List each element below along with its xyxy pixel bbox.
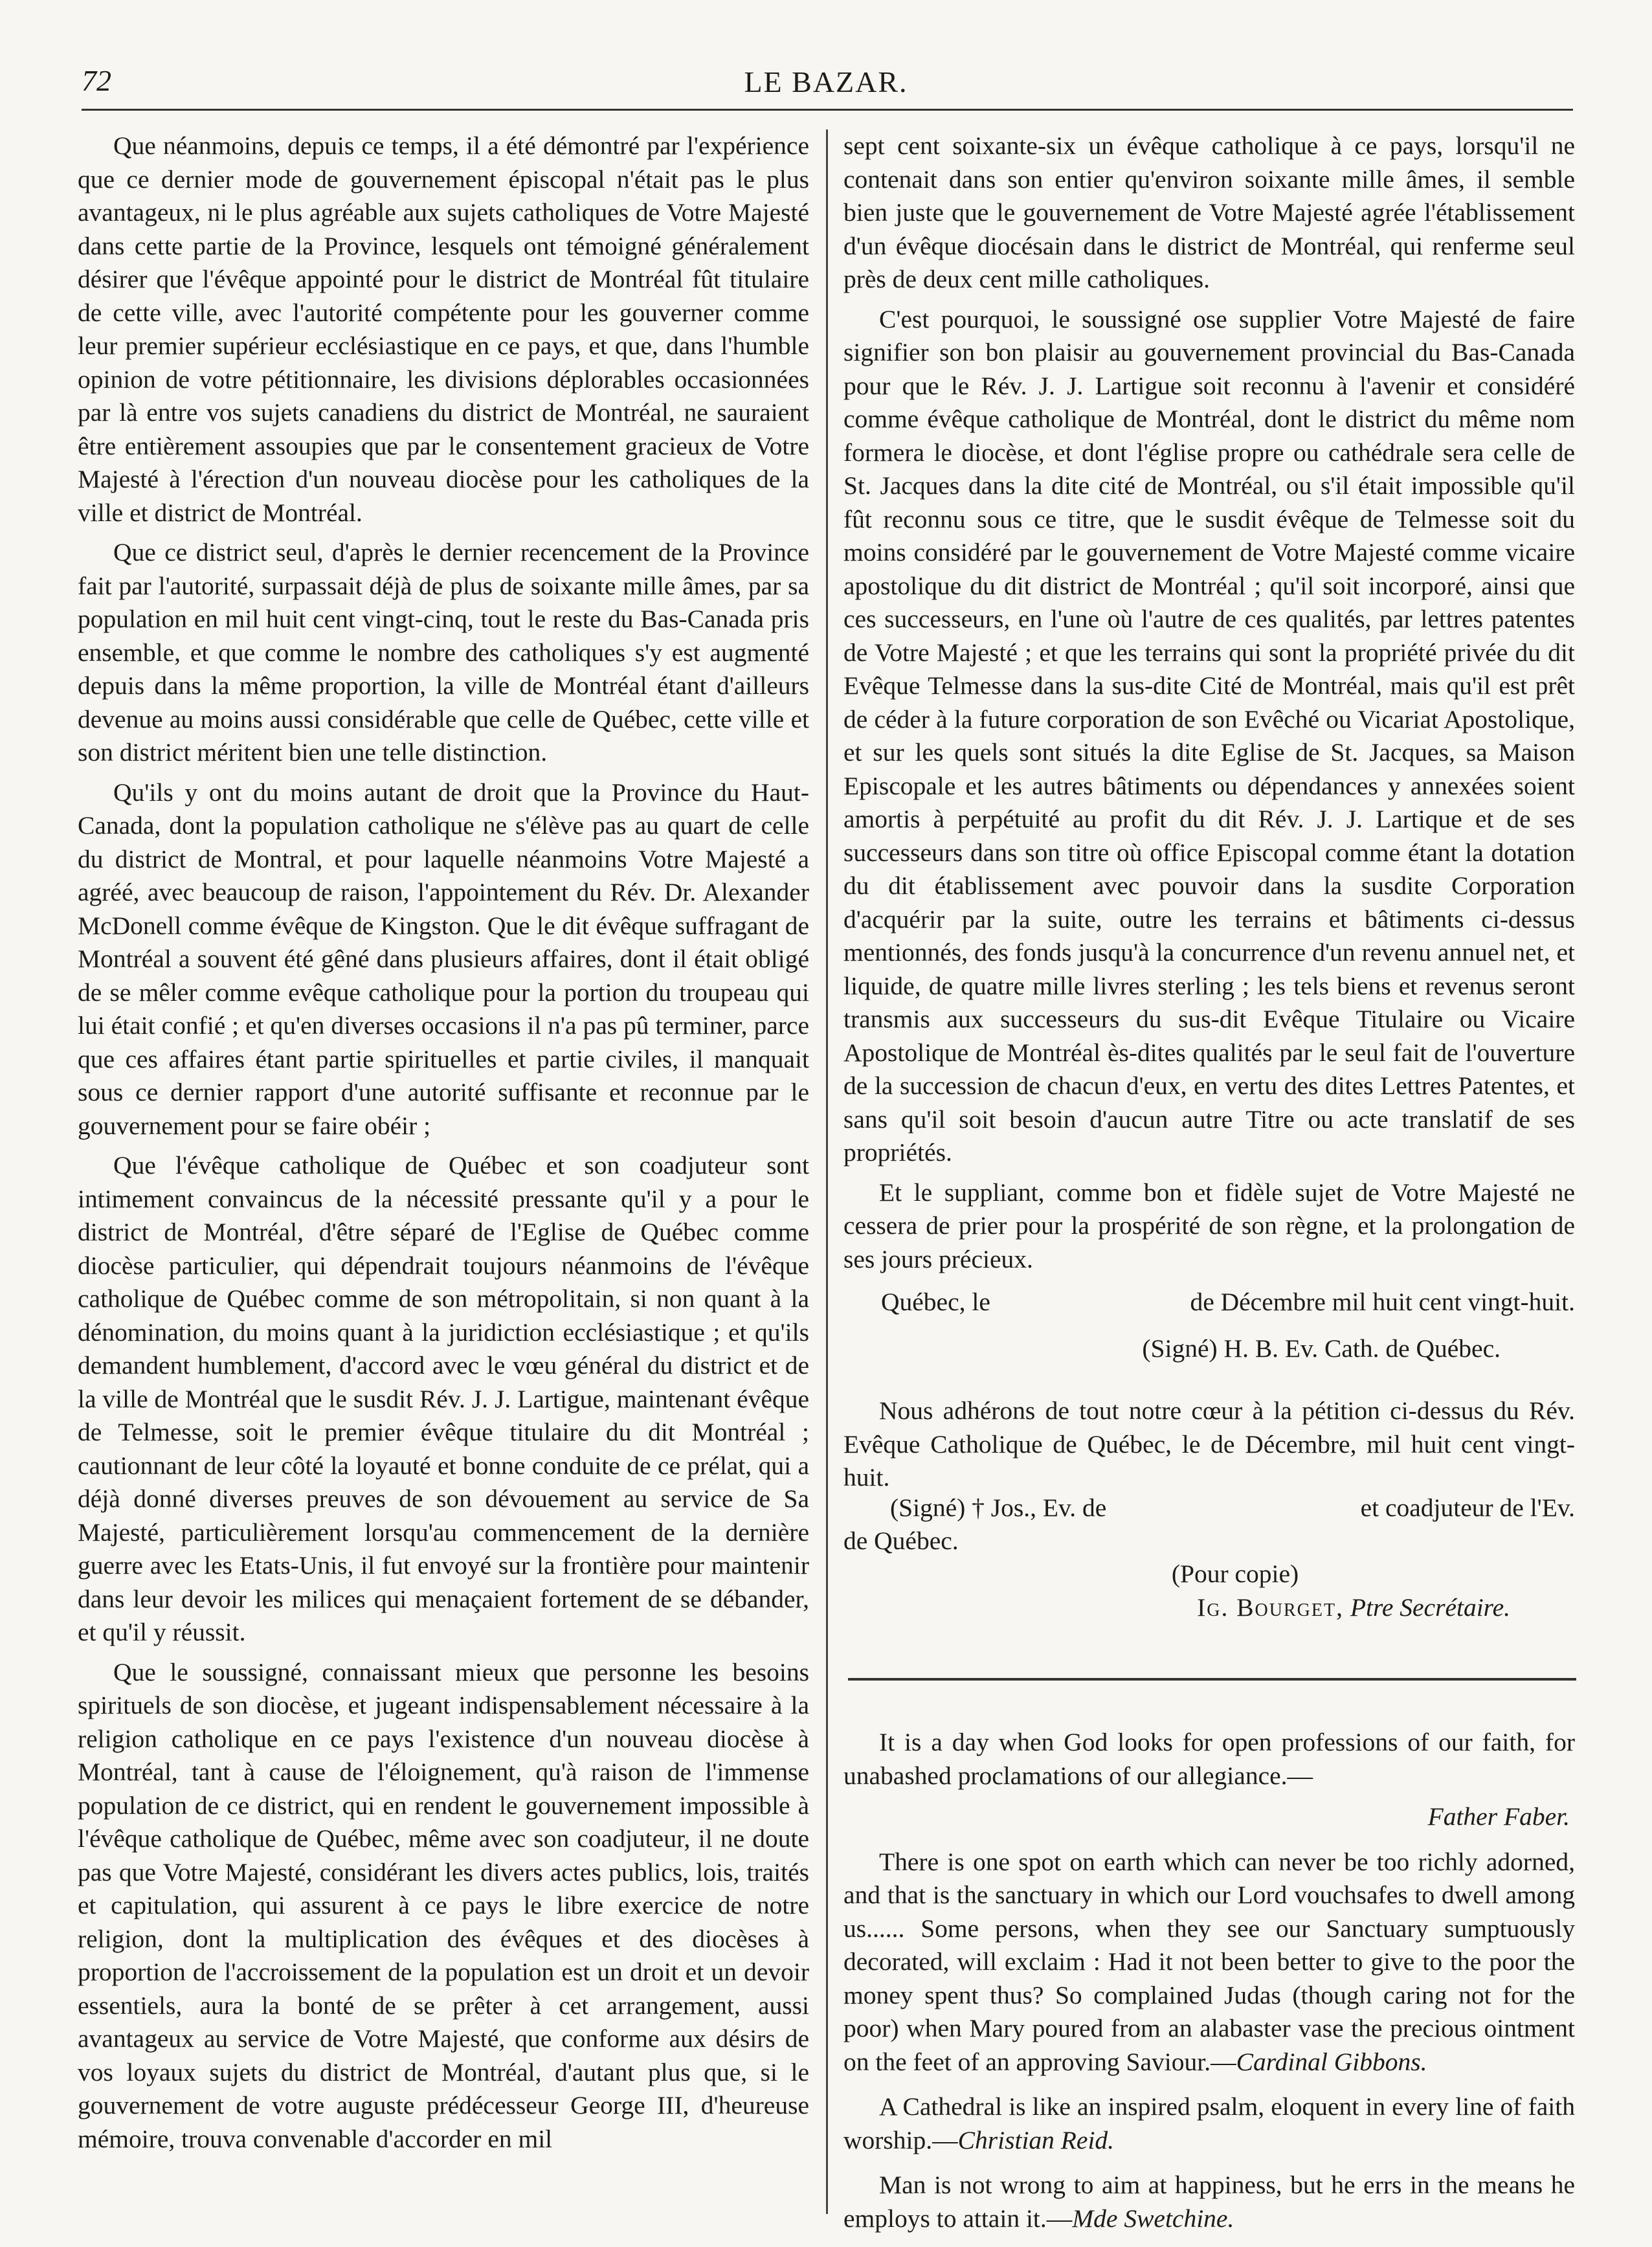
paragraph: Que néanmoins, depuis ce temps, il a été démontré par l'expérience que ce dernier mode de gouvernement épiscopal n'était pas le plus avantageux, ni le plus agréable aux sujets catholiques de Votre Majesté dans cette partie de la Province, lesquels ont témoigné généralement désirer que l'évêque appointé pour le district de Montréal fût titulaire de cette ville, avec l'autorité compétente pour les gouverner comme leur premier supérieur ecclésiastique en ce pays, et que, dans l'humble opinion de votre pétitionnaire, les divisions déplorables occasionnées par là entre vos sujets canadiens du district de Montréal, ne sauraient être entièrement assoupies que par le consentement gracieux de Votre Majesté à l'érection d'un nouveau diocèse pour les catholiques de la ville et district de Montréal. <box>78 131 809 527</box>
page-number: 72 <box>82 64 111 97</box>
secretary-signature <box>843 1591 1575 1625</box>
quote <box>843 1726 1575 1793</box>
quote-author: Christian Reid. <box>957 2125 1115 2154</box>
quote-attribution <box>843 1800 1575 1834</box>
secretary-title: Ptre Secrétaire. <box>1350 1593 1510 1622</box>
quote-author: Mde Swetchine. <box>1072 2204 1234 2233</box>
quote-author: Father Faber. <box>1427 1802 1570 1831</box>
paragraph: Que le soussigné, connaissant mieux que personne les besoins spirituels de son diocèse, et jugeant indispensablement nécessaire à la religion catholique en ce pays l'existence d'un nouveau diocèse à Montréal, tant à cause de l'éloignement, qu'à raison de l'immense population de ce district, qui en rendent le gouvernement impossible à l'évêque catholique de Québec, même avec son coadjuteur, il ne doute pas que Votre Majesté, considérant les divers actes publics, lois, traités et capitulation, qui assurent à ce pays le libre exercice de notre religion, dont la multiplication des évêques et des diocèses à proportion de l'accroissement de la population est un droit et un devoir essentiels, aura la bonté de se prêter à cet arrangement, aussi avantageux au service de Votre Majesté, que conforme aux désirs de vos loyaux sujets du district de Montréal, d'autant plus que, si le gouvernement de votre auguste prédécesseur George III, d'heureuse mémoire, trouva convenable d'accorder en mil <box>78 1657 809 2153</box>
signature-coadjutor-title: et coadjuteur de l'Ev. <box>1360 1493 1575 1522</box>
journal-title: LE BAZAR. <box>744 65 908 98</box>
left-column <box>78 129 809 2162</box>
paragraph: Que l'évêque catholique de Québec et son coadjuteur sont intimement convaincus de la nécessité pressante qu'il y a pour le district de Montréal, d'être séparé de l'Eglise de Québec comme diocèse particulier, qui dépendrait toujours néanmoins de l'évêque catholique de Québec comme de son métropolitain, si non quant à la dénomination, du moins quant à la juridiction ecclésiastique ; et qu'ils demandent humblement, d'accord avec le vœu général du district et de la ville de Montréal que le susdit Rév. J. J. Lartigue, maintenant évêque de Telmesse, soit le premier évêque titulaire du dit Montréal ; cautionnant de leur côté la loyauté et bonne conduite de ce prélat, qui a déjà donné diverses preuves de son dévouement au service de Sa Majesté, particulièrement lorsqu'au commencement de la dernière guerre avec les Etats-Unis, il fut envoyé sur la frontière pour maintenir dans leur devoir les milices qui menaçaient fortement de se débander, et qu'il y réussit. <box>78 1151 809 1646</box>
header-rule <box>82 109 1573 111</box>
quote <box>843 1846 1575 2079</box>
quote-text: It is a day when God looks for open professions of our faith, for unabashed proclamations of our allegiance.— <box>843 1728 1575 1790</box>
paragraph: sept cent soixante-six un évêque catholique à ce pays, lorsqu'il ne contenait dans son entier qu'environ soixante mille âmes, il semble bien juste que le gouvernement de Votre Majesté agrée l'établissement d'un évêque diocésain dans le district de Montréal, qui renferme seul près de deux cent mille catholiques. <box>843 131 1575 293</box>
section-divider <box>848 1678 1576 1681</box>
paragraph: C'est pourquoi, le soussigné ose supplier Votre Majesté de faire signifier son bon plaisir au gouvernement provincial du Bas-Canada pour que le Rév. J. J. Lartigue soit reconnu à l'avenir et considéré comme évêque catholique de Montréal, dont le district du même nom formera le diocèse, et dont l'église propre ou cathédrale sera celle de St. Jacques dans la dite cité de Montréal, ou s'il était impossible qu'il fût reconnu sous ce titre, que le susdit évêque de Telmesse soit du moins considéré par le gouvernement de Votre Majesté comme vicaire apostolique du dit district de Montréal ; qu'il soit incorporé, ainsi que ces successeurs, en l'une où l'autre de ces qualités, par lettres patentes de Votre Majesté ; et que les terrains qui sont la propriété privée du dit Evêque Telmesse dans la sus-dite Cité de Montréal, mais qu'il est prêt de céder à la future corporation de son Evêché ou Vicariat Apostolique, et sur les quels sont situés la dite Eglise de St. Jacques, sa Maison Episcopale et les autres bâtiments ou dépendances y annexées soient amortis à perpétuité au profit du dit Rév. J. J. Lartique et de ses successeurs dans son titre où office Episcopal comme étant la dotation du dit établissement avec pouvoir dans la susdite Corporation d'acquérir par la suite, outre les terrains et bâtiments ci-dessus mentionnés, des fonds jusqu'à la concurrence d'un revenu annuel net, et liquide, de quatre mille livres sterling ; les tels biens et revenus seront transmis aux successeurs du sus-dit Evêque Titulaire ou Vicaire Apostolique de Montréal ès-dites qualités par le seul fait de l'ouverture de la succession de chacun d'eux, en vertu des dites Lettres Patentes, et sans qu'il soit besoin d'aucun autre Titre ou acte translatif de ses propriétés. <box>843 304 1575 1167</box>
secretary-name: Ig. Bourget, <box>1197 1593 1344 1622</box>
date-text: de Décembre mil huit cent vingt-huit. <box>1190 1288 1575 1316</box>
signature-coadjutor-name: (Signé) † Jos., Ev. de <box>890 1493 1107 1522</box>
signature-bishop: (Signé) H. B. Ev. Cath. de Québec. <box>1142 1334 1501 1363</box>
right-column <box>843 129 1575 1282</box>
adherence-paragraph <box>843 1394 1575 1495</box>
quote-text: Man is not wrong to aim at happiness, but he errs in the means he employs to attain it.— <box>843 2171 1575 2233</box>
signature-coadjutor-see: de Québec. <box>843 1526 959 1555</box>
quote <box>843 2090 1575 2157</box>
paragraph: Que ce district seul, d'après le dernier recencement de la Province fait par l'autorité, surpassait déjà de plus de soixante mille âmes, par sa population en mil huit cent vingt-cinq, tout le reste du Bas-Canada pris ensemble, et que comme le nombre des catholiques s'y est augmenté depuis dans la même proportion, la ville de Montréal étant d'ailleurs devenue au moins aussi considérable que celle de Québec, cette ville et son district méritent bien une telle distinction. <box>78 538 809 766</box>
quote-text: A Cathedral is like an inspired psalm, eloquent in every line of faith worship.— <box>843 2092 1575 2154</box>
quote <box>843 2169 1575 2235</box>
column-divider <box>826 129 828 2214</box>
quote-text: There is one spot on earth which can never be too richly adorned, and that is the sanctuary in which our Lord vouchsafes to dwell among us...... Some persons, when they see our Sanctuary sumptuously decorated, will exclaim : Had it not been better to give to the poor the money spent thus? So complained Judas (though caring not for the poor) when Mary poured from an alabaster vase the precious ointment on the feet of an approving Saviour.— <box>843 1847 1575 2076</box>
quotes-section <box>843 1726 1575 2247</box>
quote-author: Cardinal Gibbons. <box>1236 2047 1427 2076</box>
paragraph: Qu'ils y ont du moins autant de droit que la Province du Haut-Canada, dont la population catholique ne s'élève pas au quart de celle du district de Montral, et pour laquelle néanmoins Votre Majesté a agréé, avec beaucoup de raison, l'appointement du Rév. Dr. Alexander McDonell comme évêque de Kingston. Que le dit évêque suffragant de Montréal a souvent été gêné dans plusieurs affaires, dont il était obligé de se mêler comme evêque catholique pour la portion du troupeau qui lui était confié ; et qu'en diverses occasions il n'a pas pû terminer, parce que ces affaires étant partie spirituelles et partie civiles, il manquait sous ce dernier rapport d'une autorité suffisante et reconnue par le gouvernement pour se faire obéir ; <box>78 777 809 1140</box>
date-place: Québec, le <box>881 1288 990 1316</box>
adherence-text: Nous adhérons de tout notre cœur à la pétition ci-dessus du Rév. Evêque Catholique de Québec, le de Décembre, mil huit cent vingt-huit. <box>843 1396 1575 1492</box>
page-header <box>82 50 1570 109</box>
paragraph: Et le suppliant, comme bon et fidèle sujet de Votre Majesté ne cessera de prier pour la prospérité de son règne, et la prolongation de ses jours précieux. <box>843 1178 1575 1273</box>
pour-copie: (Pour copie) <box>1171 1559 1299 1588</box>
